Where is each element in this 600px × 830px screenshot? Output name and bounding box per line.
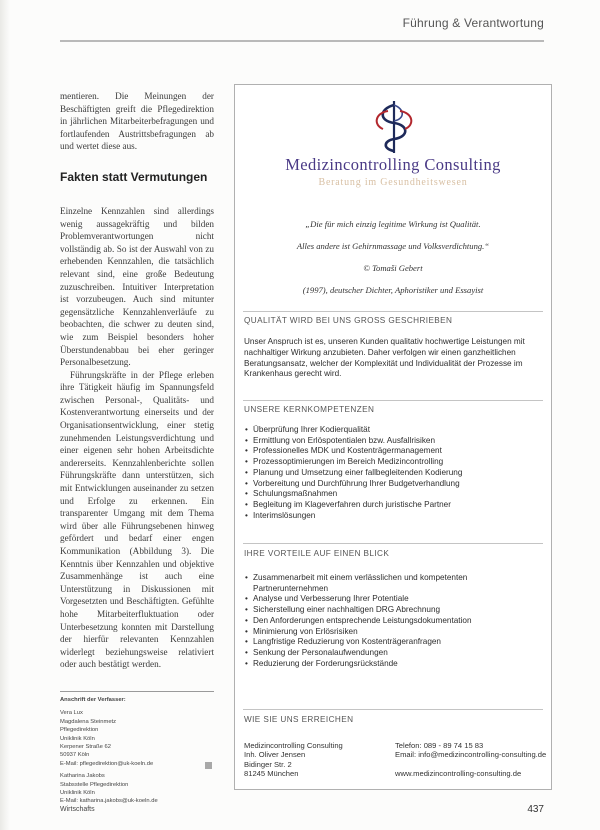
article-paragraph-top: mentieren. Die Meinungen der Beschäftigten greift die Pflegedirektion in jährlichen Mitarbeiterbefragungen und fortlaufenden Austrittsbefragungen ab und wertet diese aus. [60, 91, 214, 152]
author-line: Katharina Jakobs [60, 773, 105, 780]
section-heading-benefits: IHRE VORTEILE AUF EINEN BLICK [244, 549, 390, 558]
contact-owner: Inh. Oliver Jensen [244, 750, 306, 760]
author-email[interactable]: E-Mail: katharina.jakobs@uk-koeln.de [60, 798, 158, 805]
list-item: • Interimslösungen [244, 511, 541, 522]
contact-website[interactable]: www.medizincontrolling-consulting.de [395, 769, 522, 779]
author-email[interactable]: E-Mail: pflegedirektion@uk-koeln.de [60, 760, 154, 767]
page-number: 437 [527, 804, 544, 815]
list-item: • Professionelles MDK und Kostenträgermanagement [244, 446, 541, 457]
author-block-1 [60, 709, 220, 768]
caduceus-logo-icon [369, 99, 419, 155]
contact-spacer [395, 760, 546, 769]
contact-street: Bidinger Str. 2 [244, 759, 292, 769]
article-column [60, 90, 214, 671]
section-heading-quality: QUALITÄT WIRD BEI UNS GROSS GESCHRIEBEN [244, 316, 453, 325]
quote-author: © Tomaši Gebert [363, 263, 423, 273]
article-heading: Fakten statt Vermutungen [60, 169, 208, 184]
page-edge-shadow [0, 0, 10, 830]
list-item: • Planung und Umsetzung einer fallbegleitenden Kodierung [244, 468, 541, 479]
section-rule [243, 543, 543, 544]
list-item: • Den Anforderungen entsprechende Leistungsdokumentation [244, 616, 541, 627]
article-paragraph-1: Einzelne Kennzahlen sind allerdings wenig aussagekräftig und bilden Problemverantwortungen nicht vollständig ab. So ist der Auswahl von zu erhebenden Kennzahlen, die tatsächlich relevant sind, eine große Bedeutung zuzuschreiben. Intuitiver Interpretation ist vorzubeugen. Auch sind mitunter gegensätzliche Kennzahlenverläufe zu beobachten, die schwer zu deuten sind, wie zum Beispiel besonders hoher Überstundenabbau bei eher geringer Personalbesetzung. [60, 205, 214, 368]
contact-phone[interactable]: Telefon: 089 - 89 74 15 83 [395, 741, 484, 750]
author-line: Kerpener Straße 62 [60, 744, 111, 751]
quote-block [245, 213, 541, 301]
quote-author-description: (1997), deutscher Dichter, Aphoristiker und Essayist [302, 285, 484, 295]
author-line: Stabsstelle Pflegedirektion [60, 781, 129, 788]
author-line: Magdalena Steinmetz [60, 718, 117, 725]
contact-details [395, 741, 546, 779]
list-item: • Minimierung von Erlösrisiken [244, 627, 541, 638]
author-divider [60, 691, 214, 692]
advertisement-box [234, 84, 552, 790]
list-item: • Zusammenarbeit mit einem verlässlichen und kompetenten Partnerunternehmen [244, 573, 541, 594]
list-item: • Begleitung im Klageverfahren durch juristische Partner [244, 500, 541, 511]
list-item: • Ermittlung von Erlöspotentialen bzw. Ausfallrisiken [244, 436, 541, 447]
contact-company: Medizincontrolling Consulting [244, 741, 343, 750]
author-line: Uniklinik Köln [60, 735, 95, 742]
author-line: 50937 Köln [60, 752, 90, 759]
author-title: Anschrift der Verfasser: [60, 697, 126, 703]
list-item: • Analyse und Verbesserung Ihrer Potentiale [244, 594, 541, 605]
running-head: Führung & Verantwortung [402, 16, 544, 30]
benefits-list [244, 573, 541, 669]
list-item: • Senkung der Personalaufwendungen [244, 648, 541, 659]
author-block-2 [60, 772, 220, 806]
brand-name: Medizincontrolling Consulting [285, 155, 501, 174]
brand-tagline: Beratung im Gesundheitswesen [318, 177, 468, 188]
quote-line: Alles andere ist Gehirnmassage und Volksverdichtung.“ [296, 241, 490, 251]
contact-email[interactable]: Email: info@medizincontrolling-consulting.de [395, 750, 547, 760]
section-heading-contact: WIE SIE UNS ERREICHEN [244, 715, 354, 724]
list-item: • Vorbereitung und Durchführung Ihrer Budgetverhandlung [244, 479, 541, 490]
list-item: • Reduzierung der Forderungsrückstände [244, 659, 541, 670]
section-rule [243, 311, 543, 312]
end-mark-square [205, 762, 212, 769]
competencies-list [244, 425, 541, 521]
list-item: • Langfristige Reduzierung von Kostenträgeranfragen [244, 637, 541, 648]
quote-line: „Die für mich einzig legitime Wirkung ist Qualität. [305, 219, 481, 229]
list-item: • Überprüfung Ihrer Kodierqualität [244, 425, 541, 436]
list-item: • Schulungsmaßnahmen [244, 489, 541, 500]
contact-address [244, 741, 343, 779]
author-line: Vera Lux [60, 710, 83, 717]
contact-city: 81245 München [244, 769, 299, 779]
author-address [60, 696, 220, 810]
section-heading-competencies: UNSERE KERNKOMPETENZEN [244, 405, 375, 414]
quality-text: Unser Anspruch ist es, unseren Kunden qualitativ hochwertige Leistungen mit nachhaltiger Wirkung anzubieten. Daher verfolgen wir einen ganzheitlichen Beratungsansatz, welcher der Komplexität und Individualität der Prozesse im Krankenhaus gerecht wird. [244, 337, 525, 379]
section-rule [243, 400, 543, 401]
footer-publication: Wirtschafts [60, 806, 95, 813]
article-paragraph-2: Führungskräfte in der Pflege erleben ihre Tätigkeit häufig im Spannungsfeld zwischen Personal-, Qualitäts- und Kostenverantwortung einerseits und der Organisationsentwicklung, einer stetig zunehmenden Leistungsverdichtung und einer eigenen sehr hohen Arbeitsdichte andererseits. Kennzahlenberichte sollen Führungskräfte dann unterstützen, sich mit Entwicklungen auseinander zu setzen und Erfolge zu erkennen. Ein transparenter Umgang mit dem Thema wird über alle Führungsebenen hinweg gefördert und bedarf einer engen Kommunikation (Abbildung 3). Die Kenntnis über Kennzahlen und objektive Zusammenhänge ist auch eine Unterstützung in Diskussionen mit Vorgesetzten und Beschäftigten. Gefühlte hohe Mitarbeiterfluktuation oder Unterbesetzung konnten mit Darstellung der hierfür relevanten Kennzahlen widerlegt beziehungsweise relativiert oder auch bestätigt werden. [60, 369, 214, 670]
header-rule [60, 40, 544, 42]
section-rule [243, 709, 543, 710]
list-item: • Sicherstellung einer nachhaltigen DRG Abrechnung [244, 605, 541, 616]
list-item: • Prozessoptimierungen im Bereich Medizincontrolling [244, 457, 541, 468]
author-line: Pflegedirektion [60, 727, 99, 734]
author-line: Uniklinik Köln [60, 790, 95, 797]
